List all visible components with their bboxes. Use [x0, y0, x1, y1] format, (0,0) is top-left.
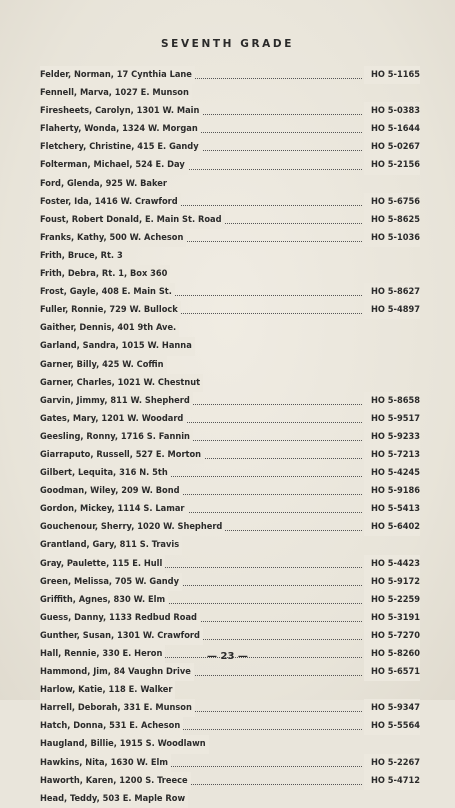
student-name-address: Haugland, Billie, 1915 S. Woodlawn	[40, 735, 209, 753]
list-item	[40, 337, 420, 355]
list-item	[40, 609, 420, 627]
list-item	[40, 717, 420, 735]
phone-number: HO 5-2259	[364, 591, 420, 609]
phone-number: HO 5-4245	[364, 464, 420, 482]
student-name-address: Garner, Billy, 425 W. Coffin	[40, 356, 167, 374]
student-name-address: Guess, Danny, 1133 Redbud Road	[40, 609, 200, 627]
student-name-address: Foster, Ida, 1416 W. Crawford	[40, 193, 181, 211]
list-item	[40, 66, 420, 84]
list-item	[40, 627, 420, 645]
student-name-address: Fennell, Marva, 1027 E. Munson	[40, 84, 192, 102]
list-item	[40, 464, 420, 482]
phone-number: HO 5-5564	[364, 717, 420, 735]
list-item	[40, 120, 420, 138]
student-name-address: Gouchenour, Sherry, 1020 W. Shepherd	[40, 518, 225, 536]
student-name-address: Harrell, Deborah, 331 E. Munson	[40, 699, 195, 717]
list-item	[40, 446, 420, 464]
list-item	[40, 663, 420, 681]
student-name-address: Gordon, Mickey, 1114 S. Lamar	[40, 500, 188, 518]
student-name-address: Haworth, Karen, 1200 S. Treece	[40, 772, 191, 790]
list-item	[40, 735, 420, 753]
student-name-address: Hawkins, Nita, 1630 W. Elm	[40, 754, 171, 772]
list-item	[40, 754, 420, 772]
phone-number: HO 5-8627	[364, 283, 420, 301]
student-name-address: Frith, Debra, Rt. 1, Box 360	[40, 265, 170, 283]
phone-number: HO 5-0267	[364, 138, 420, 156]
phone-number: HO 5-5413	[364, 500, 420, 518]
student-name-address: Gates, Mary, 1201 W. Woodard	[40, 410, 186, 428]
student-list	[40, 66, 420, 808]
list-item	[40, 500, 420, 518]
list-item	[40, 84, 420, 102]
student-name-address: Goodman, Wiley, 209 W. Bond	[40, 482, 183, 500]
list-item	[40, 591, 420, 609]
list-item	[40, 555, 420, 573]
phone-number: HO 5-7213	[364, 446, 420, 464]
student-name-address: Head, Teddy, 503 E. Maple Row	[40, 790, 188, 808]
student-name-address: Hall, Rennie, 330 E. Heron	[40, 645, 165, 663]
list-item	[40, 247, 420, 265]
list-item	[40, 175, 420, 193]
list-item	[40, 156, 420, 174]
student-name-address: Garner, Charles, 1021 W. Chestnut	[40, 374, 203, 392]
student-name-address: Flaherty, Wonda, 1324 W. Morgan	[40, 120, 201, 138]
list-item	[40, 356, 420, 374]
student-name-address: Geesling, Ronny, 1716 S. Fannin	[40, 428, 193, 446]
student-name-address: Gilbert, Lequita, 316 N. 5th	[40, 464, 171, 482]
list-item	[40, 283, 420, 301]
student-name-address: Fletchery, Christine, 415 E. Gandy	[40, 138, 202, 156]
phone-number: HO 5-9172	[364, 573, 420, 591]
student-name-address: Felder, Norman, 17 Cynthia Lane	[40, 66, 195, 84]
student-name-address: Frith, Bruce, Rt. 3	[40, 247, 126, 265]
list-item	[40, 699, 420, 717]
phone-number: HO 5-3191	[364, 609, 420, 627]
phone-number: HO 5-2267	[364, 754, 420, 772]
phone-number: HO 5-8658	[364, 392, 420, 410]
phone-number: HO 5-1644	[364, 120, 420, 138]
student-name-address: Giarraputo, Russell, 527 E. Morton	[40, 446, 204, 464]
student-name-address: Gunther, Susan, 1301 W. Crawford	[40, 627, 203, 645]
student-name-address: Griffith, Agnes, 830 W. Elm	[40, 591, 168, 609]
phone-number: HO 5-9186	[364, 482, 420, 500]
phone-number: HO 5-7270	[364, 627, 420, 645]
student-name-address: Gaither, Dennis, 401 9th Ave.	[40, 319, 179, 337]
list-item	[40, 229, 420, 247]
student-name-address: Green, Melissa, 705 W. Gandy	[40, 573, 182, 591]
list-item	[40, 193, 420, 211]
student-name-address: Garland, Sandra, 1015 W. Hanna	[40, 337, 195, 355]
student-name-address: Frost, Gayle, 408 E. Main St.	[40, 283, 175, 301]
phone-number: HO 5-4423	[364, 555, 420, 573]
list-item	[40, 573, 420, 591]
student-name-address: Garvin, Jimmy, 811 W. Shepherd	[40, 392, 193, 410]
phone-number: HO 5-6756	[364, 193, 420, 211]
phone-number: HO 5-1165	[364, 66, 420, 84]
student-name-address: Harlow, Katie, 118 E. Walker	[40, 681, 175, 699]
list-item	[40, 518, 420, 536]
list-item	[40, 790, 420, 808]
list-item	[40, 138, 420, 156]
phone-number: HO 5-6402	[364, 518, 420, 536]
phone-number: HO 5-8260	[364, 645, 420, 663]
page-title: SEVENTH GRADE	[161, 38, 294, 50]
list-item	[40, 211, 420, 229]
phone-number: HO 5-9517	[364, 410, 420, 428]
phone-number: HO 5-9347	[364, 699, 420, 717]
student-name-address: Grantland, Gary, 811 S. Travis	[40, 536, 182, 554]
phone-number: HO 5-0383	[364, 102, 420, 120]
list-item	[40, 392, 420, 410]
list-item	[40, 265, 420, 283]
phone-number: HO 5-6571	[364, 663, 420, 681]
phone-number: HO 5-8625	[364, 211, 420, 229]
student-name-address: Franks, Kathy, 500 W. Acheson	[40, 229, 186, 247]
list-item	[40, 772, 420, 790]
student-name-address: Folterman, Michael, 524 E. Day	[40, 156, 188, 174]
student-name-address: Fuller, Ronnie, 729 W. Bullock	[40, 301, 181, 319]
student-name-address: Foust, Robert Donald, E. Main St. Road	[40, 211, 225, 229]
student-name-address: Hammond, Jim, 84 Vaughn Drive	[40, 663, 194, 681]
phone-number: HO 5-4712	[364, 772, 420, 790]
phone-number: HO 5-4897	[364, 301, 420, 319]
student-name-address: Gray, Paulette, 115 E. Hull	[40, 555, 165, 573]
student-name-address: Hatch, Donna, 531 E. Acheson	[40, 717, 183, 735]
list-item	[40, 102, 420, 120]
page-number: — 23 —	[207, 651, 248, 662]
list-item	[40, 482, 420, 500]
list-item	[40, 681, 420, 699]
student-name-address: Firesheets, Carolyn, 1301 W. Main	[40, 102, 202, 120]
list-item	[40, 410, 420, 428]
list-item	[40, 536, 420, 554]
list-item	[40, 319, 420, 337]
phone-number: HO 5-2156	[364, 156, 420, 174]
phone-number: HO 5-1036	[364, 229, 420, 247]
student-name-address: Ford, Glenda, 925 W. Baker	[40, 175, 170, 193]
phone-number: HO 5-9233	[364, 428, 420, 446]
list-item	[40, 301, 420, 319]
list-item	[40, 428, 420, 446]
list-item	[40, 374, 420, 392]
